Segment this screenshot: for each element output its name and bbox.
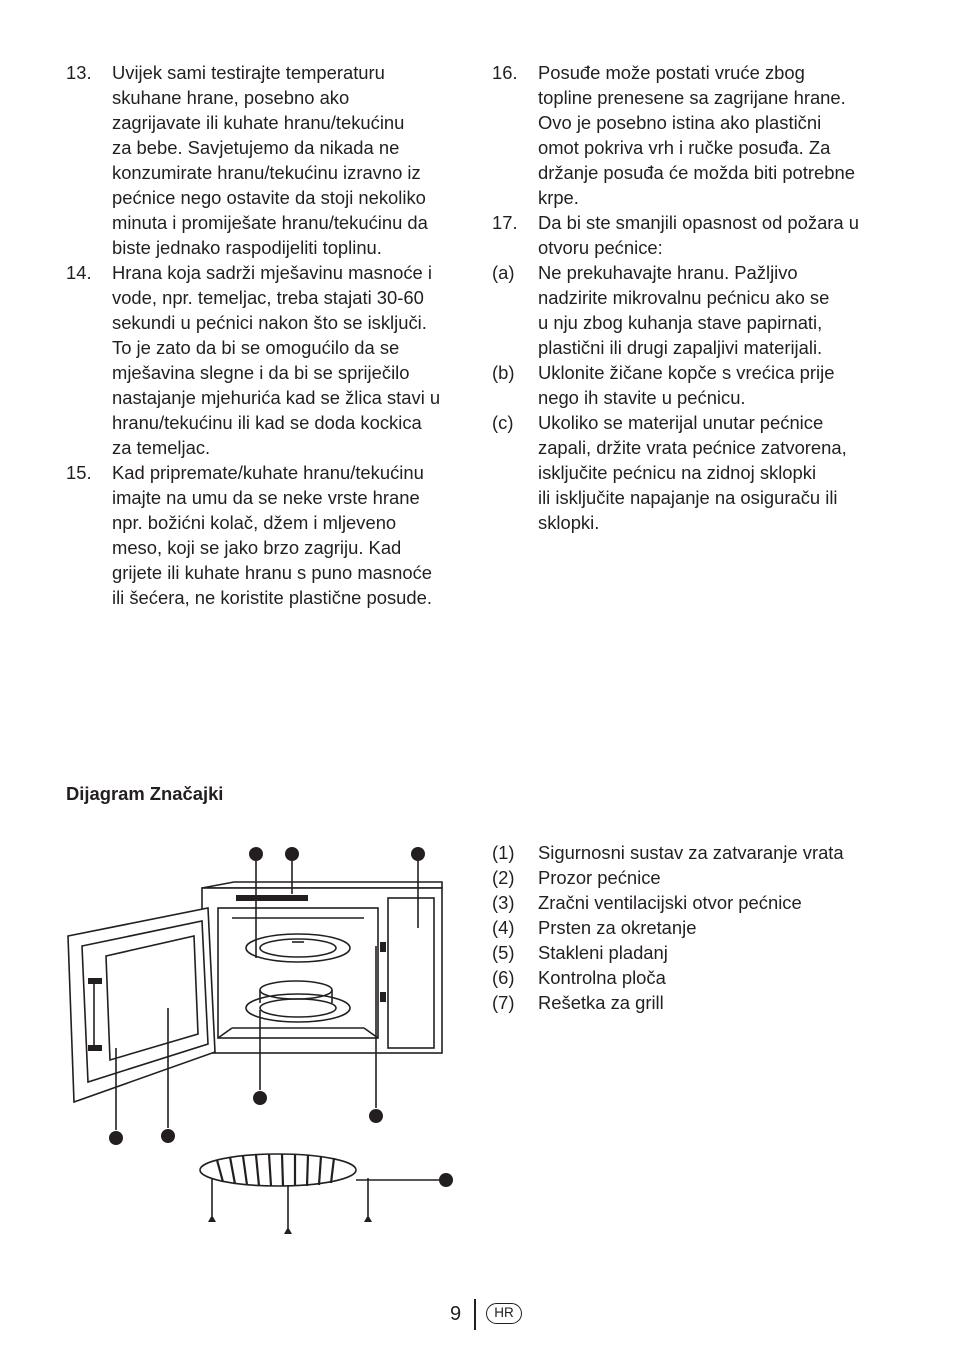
- item-number: (c): [492, 412, 514, 433]
- legend-label: Prozor pećnice: [538, 867, 661, 888]
- list-item: [492, 360, 892, 410]
- callout-marker: [249, 847, 263, 861]
- text-line: ili isključite napajanje na osiguraču ili: [538, 487, 838, 508]
- legend-item: [492, 840, 912, 865]
- text-line: za bebe. Savjetujemo da nikada ne: [112, 137, 400, 158]
- text-line: nego ih stavite u pećnicu.: [538, 387, 746, 408]
- callout-marker: [109, 1131, 123, 1145]
- text-line: zagrijavate ili kuhate hranu/tekućinu: [112, 112, 405, 133]
- legend-item: [492, 865, 912, 890]
- text-line: topline prenesene sa zagrijane hrane.: [538, 87, 846, 108]
- text-line: minuta i promiješate hranu/tekućinu da: [112, 212, 428, 233]
- text-line: mješavina slegne i da bi se spriječilo: [112, 362, 410, 383]
- text-line: Ne prekuhavajte hranu. Pažljivo: [538, 262, 798, 283]
- item-number: 14.: [66, 262, 92, 283]
- text-line: isključite pećnicu na zidnoj sklopki: [538, 462, 817, 483]
- list-item: [66, 260, 466, 460]
- text-line: omot pokriva vrh i ručke posuđa. Za: [538, 137, 831, 158]
- text-line: plastični ili drugi zapaljivi materijali.: [538, 337, 823, 358]
- feature-legend: [492, 840, 912, 1015]
- item-number: (a): [492, 262, 515, 283]
- item-text: [112, 60, 466, 260]
- legend-label: Kontrolna ploča: [538, 967, 666, 988]
- item-number: 15.: [66, 462, 92, 483]
- list-item: [492, 210, 892, 260]
- text-line: vode, npr. temeljac, treba stajati 30-60: [112, 287, 424, 308]
- list-item: [66, 60, 466, 260]
- item-text: [112, 260, 466, 460]
- text-line: Posuđe može postati vruće zbog: [538, 62, 805, 83]
- text-line: sklopki.: [538, 512, 600, 533]
- grill-rack-bars: [217, 1154, 334, 1186]
- text-line: krpe.: [538, 187, 579, 208]
- text-line: biste jednako raspodijeliti toplinu.: [112, 237, 382, 258]
- text-line: Da bi ste smanjili opasnost od požara u: [538, 212, 859, 233]
- left-column: [66, 60, 466, 610]
- text-line: nadzirite mikrovalnu pećnicu ako se: [538, 287, 830, 308]
- door-latch: [88, 1045, 102, 1051]
- language-badge: HR: [486, 1303, 522, 1324]
- legend-label: Sigurnosni sustav za zatvaranje vrata: [538, 842, 844, 863]
- text-line: zapali, držite vrata pećnice zatvorena,: [538, 437, 847, 458]
- door-latch: [88, 978, 102, 984]
- footer-divider: [474, 1299, 476, 1330]
- legend-number: (4): [492, 917, 515, 938]
- latch-hole: [380, 942, 386, 952]
- text-line: meso, koji se jako brzo zagriju. Kad: [112, 537, 402, 558]
- legend-item: [492, 915, 912, 940]
- item-text: [538, 60, 892, 210]
- section-heading: Dijagram Značajki: [66, 783, 224, 804]
- callout-marker: [161, 1129, 175, 1143]
- right-column: [492, 60, 892, 535]
- vent-slot: [236, 895, 308, 901]
- page-number: 9: [450, 1303, 462, 1325]
- text-line: konzumirate hranu/tekućinu izravno iz: [112, 162, 421, 183]
- text-line: Kad pripremate/kuhate hranu/tekućinu: [112, 462, 424, 483]
- legend-number: (1): [492, 842, 515, 863]
- callout-marker: [369, 1109, 383, 1123]
- microwave-diagram: [60, 838, 460, 1238]
- text-line: nastajanje mjehurića kad se žlica stavi u: [112, 387, 441, 408]
- text-line: npr. božićni kolač, džem i mljeveno: [112, 512, 397, 533]
- text-line: imajte na umu da se neke vrste hrane: [112, 487, 420, 508]
- cabinet-top: [202, 882, 442, 888]
- item-text: [112, 460, 466, 610]
- text-line: držanje posuđa će možda biti potrebne: [538, 162, 855, 183]
- text-line: Ovo je posebno istina ako plastični: [538, 112, 822, 133]
- legend-item: [492, 965, 912, 990]
- text-line: Uklonite žičane kopče s vrećica prije: [538, 362, 835, 383]
- list-item: [492, 260, 892, 360]
- item-text: [538, 260, 892, 360]
- list-item: [66, 460, 466, 610]
- text-line: Hrana koja sadrži mješavinu masnoće i: [112, 262, 432, 283]
- item-number: 17.: [492, 212, 518, 233]
- legend-number: (5): [492, 942, 515, 963]
- legend-label: Stakleni pladanj: [538, 942, 668, 963]
- oven-door: [68, 908, 215, 1102]
- list-item: [492, 410, 892, 535]
- item-text: [538, 410, 892, 535]
- text-line: Ukoliko se materijal unutar pećnice: [538, 412, 824, 433]
- text-line: u nju zbog kuhanja stave papirnati,: [538, 312, 823, 333]
- item-number: 13.: [66, 62, 92, 83]
- item-number: (b): [492, 362, 515, 383]
- legend-label: Zračni ventilacijski otvor pećnice: [538, 892, 802, 913]
- item-text: [538, 210, 892, 260]
- callout-marker: [285, 847, 299, 861]
- item-text: [538, 360, 892, 410]
- text-line: sekundi u pećnici nakon što se isključi.: [112, 312, 427, 333]
- legend-label: Prsten za okretanje: [538, 917, 697, 938]
- legend-number: (3): [492, 892, 515, 913]
- item-number: 16.: [492, 62, 518, 83]
- list-item: [492, 60, 892, 210]
- text-line: ili šećera, ne koristite plastične posude.: [112, 587, 432, 608]
- legend-number: (2): [492, 867, 515, 888]
- callout-marker: [439, 1173, 453, 1187]
- legend-number: (7): [492, 992, 515, 1013]
- legend-number: (6): [492, 967, 515, 988]
- callout-marker: [253, 1091, 267, 1105]
- text-line: pećnice nego ostavite da stoji nekoliko: [112, 187, 426, 208]
- latch-hole: [380, 992, 386, 1002]
- legend-item: [492, 990, 912, 1015]
- text-line: skuhane hrane, posebno ako: [112, 87, 350, 108]
- text-line: za temeljac.: [112, 437, 211, 458]
- legend-item: [492, 890, 912, 915]
- text-line: hranu/tekućinu ili kad se doda kockica: [112, 412, 422, 433]
- text-line: To je zato da bi se omogućilo da se: [112, 337, 400, 358]
- text-line: Uvijek sami testirajte temperaturu: [112, 62, 385, 83]
- legend-item: [492, 940, 912, 965]
- legend-label: Rešetka za grill: [538, 992, 664, 1013]
- callout-marker: [411, 847, 425, 861]
- text-line: grijete ili kuhate hranu s puno masnoće: [112, 562, 432, 583]
- text-line: otvoru pećnice:: [538, 237, 663, 258]
